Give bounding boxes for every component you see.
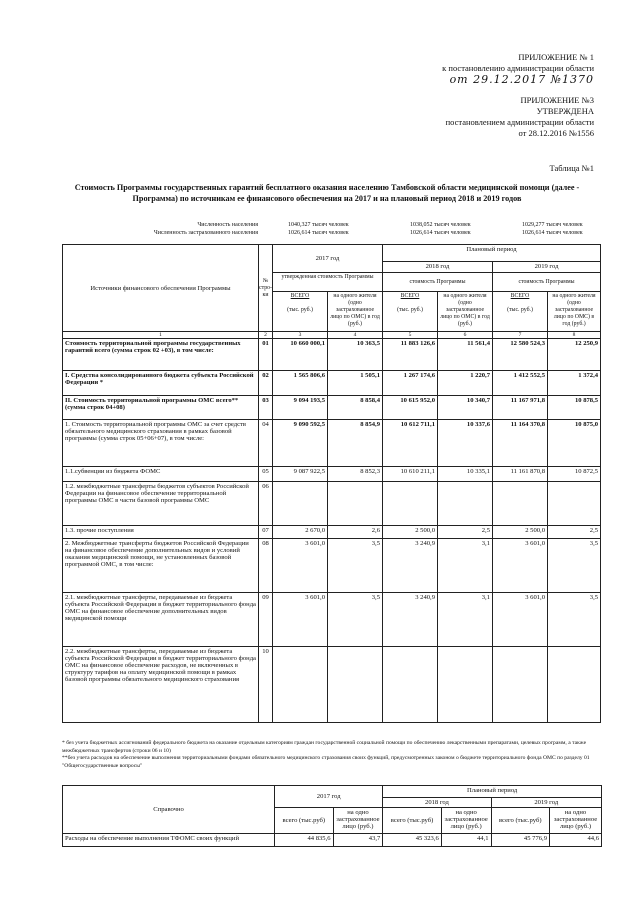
head-2019: 2019 год	[493, 262, 601, 273]
approved-date: от 28.12.2016 №1556	[518, 128, 594, 138]
value-2018-total: 10 615 952,0	[383, 396, 438, 420]
table-row	[63, 539, 601, 593]
value-2017-total	[273, 482, 328, 526]
value-2018-total: 3 240,9	[383, 593, 438, 647]
value-2017-percapita: 10 363,5	[328, 339, 383, 371]
value-2017-percapita: 3,5	[328, 539, 383, 593]
row-number: 03	[259, 396, 273, 420]
value-2017-percapita	[328, 647, 383, 723]
row-name: I. Средства консолидированного бюджета субъекта Российской Федерации *	[63, 371, 259, 396]
value-2017-total: 3 601,0	[273, 539, 328, 593]
row-name: 1.2. межбюджетные трансферты бюджетов субъектов Российской Федерации на финансовое обеспечение территориальной программы ОМС в части базовой программы ОМС	[63, 482, 259, 526]
ref-head-label: Справочно	[63, 786, 275, 834]
value-2019-percapita: 10 878,5	[548, 396, 601, 420]
head-planned: Плановый период	[383, 245, 601, 262]
value-2019-percapita	[548, 482, 601, 526]
value-2018-percapita: 10 337,6	[438, 420, 493, 467]
value-2017-percapita: 8 854,9	[328, 420, 383, 467]
table-row	[63, 467, 601, 482]
value-2019-percapita: 10 875,0	[548, 420, 601, 467]
cost-table	[62, 244, 601, 723]
value-2018-percapita: 10 340,7	[438, 396, 493, 420]
ref-head-planned: Плановый период	[383, 786, 602, 798]
approved-label: УТВЕРЖДЕНА	[536, 106, 594, 116]
ref-value-2017-total: 44 835,6	[275, 834, 333, 847]
row-name: 1.1.субвенции из бюджета ФОМС	[63, 467, 259, 482]
table-row	[63, 339, 601, 371]
appendix-3-label: ПРИЛОЖЕНИЕ №3	[520, 95, 594, 105]
value-2018-percapita	[438, 482, 493, 526]
row-number: 06	[259, 482, 273, 526]
value-2018-percapita: 10 335,1	[438, 467, 493, 482]
row-number: 08	[259, 539, 273, 593]
head-percapita-2017: на одного жителя (одно застрахованное лицо по ОМС) в год (руб.)	[328, 292, 383, 332]
appendix-1-label: ПРИЛОЖЕНИЕ № 1	[518, 52, 594, 62]
value-2017-percapita: 8 858,4	[328, 396, 383, 420]
col-num: 2	[259, 332, 273, 339]
ref-head-total-2018: всего (тыс.руб)	[383, 808, 441, 834]
table-row	[63, 834, 602, 847]
ref-value-2017-perinsured: 43,7	[333, 834, 383, 847]
value-2019-percapita: 2,5	[548, 526, 601, 539]
value-2019-total: 3 601,0	[493, 539, 548, 593]
row-name: 2.1. межбюджетные трансферты, передаваемые из бюджета субъекта Российской Федерации в бюджет территориального фонда ОМС на финансовое обеспечение дополнительных видов медицинской помощи	[63, 593, 259, 647]
row-number: 02	[259, 371, 273, 396]
head-2017: 2017 год	[273, 245, 383, 273]
row-number: 01	[259, 339, 273, 371]
population-insured-2018: 1026,614 тысяч человек	[410, 230, 471, 236]
value-2019-percapita: 3,5	[548, 593, 601, 647]
value-2017-total: 1 565 806,6	[273, 371, 328, 396]
head-total-2019	[493, 292, 548, 332]
table-row	[63, 526, 601, 539]
total-label: ВСЕГО	[510, 293, 530, 299]
ref-row-name: Расходы на обеспечение выполнения ТФОМС своих функций	[63, 834, 275, 847]
value-2019-percapita: 3,5	[548, 539, 601, 593]
reference-table	[62, 785, 602, 847]
value-2019-total: 11 167 971,8	[493, 396, 548, 420]
unit-label: (тыс. руб.)	[287, 307, 313, 313]
head-2018: 2018 год	[383, 262, 493, 273]
value-2018-percapita: 3,1	[438, 539, 493, 593]
value-2019-percapita: 10 872,5	[548, 467, 601, 482]
ref-value-2018-perinsured: 44,1	[441, 834, 491, 847]
footnotes	[62, 740, 602, 770]
value-2017-percapita: 2,6	[328, 526, 383, 539]
population-total-2017: 1040,327 тысяч человек	[288, 222, 349, 228]
population-block	[152, 221, 602, 237]
head-source: Источники финансового обеспечения Программы	[63, 245, 259, 332]
population-total-label: Численность населения	[197, 222, 258, 228]
value-2018-percapita	[438, 647, 493, 723]
value-2018-total: 2 500,0	[383, 526, 438, 539]
unit-label: (тыс. руб.)	[507, 307, 533, 313]
value-2019-total	[493, 647, 548, 723]
value-2017-total	[273, 647, 328, 723]
value-2018-total: 10 612 711,1	[383, 420, 438, 467]
value-2018-percapita: 11 561,4	[438, 339, 493, 371]
ref-value-2018-total: 45 323,6	[383, 834, 441, 847]
value-2019-total: 11 164 370,8	[493, 420, 548, 467]
col-num: 5	[383, 332, 438, 339]
value-2018-total: 10 610 211,1	[383, 467, 438, 482]
value-2019-total: 2 500,0	[493, 526, 548, 539]
row-number: 10	[259, 647, 273, 723]
total-label: ВСЕГО	[290, 293, 310, 299]
table-row	[63, 371, 601, 396]
population-total-2019: 1029,277 тысяч человек	[522, 222, 583, 228]
ref-head-2017: 2017 год	[275, 786, 383, 808]
value-2019-percapita: 1 372,4	[548, 371, 601, 396]
population-total-2018: 1038,052 тысяч человек	[410, 222, 471, 228]
ref-head-perinsured-2019: на одно застрахованное лицо (руб.)	[549, 808, 601, 834]
value-2017-percapita: 8 852,3	[328, 467, 383, 482]
footnote-1: * без учета бюджетных ассигнований федерального бюджета на оказание отдельным категориям граждан государственной социальной помощи по обеспечению лекарственными препаратами, целевых программ, а также межбюджетных трансфертов (строки 06 и 10)	[62, 740, 587, 754]
ref-head-total-2017: всего (тыс.руб)	[275, 808, 333, 834]
col-num: 3	[273, 332, 328, 339]
col-num: 1	[63, 332, 259, 339]
ref-head-2019: 2019 год	[491, 798, 601, 808]
col-num: 4	[328, 332, 383, 339]
value-2018-percapita: 2,5	[438, 526, 493, 539]
handwritten-date-number: от 29.12.2017 №1370	[449, 73, 594, 86]
value-2017-total: 2 670,0	[273, 526, 328, 539]
value-2017-percapita	[328, 482, 383, 526]
head-rownum: № стро-ки	[259, 245, 273, 332]
value-2018-total: 3 240,9	[383, 539, 438, 593]
value-2019-total: 11 161 870,8	[493, 467, 548, 482]
ref-head-2018: 2018 год	[383, 798, 491, 808]
row-name: 1. Стоимость территориальной программы ОМС за счет средств обязательного медицинского страхования в рамках базовой программы (сумма строк 05+06+07), в том числе:	[63, 420, 259, 467]
approved-by: постановлением администрации области	[445, 117, 594, 127]
col-num: 8	[548, 332, 601, 339]
value-2019-total: 3 601,0	[493, 593, 548, 647]
col-num: 7	[493, 332, 548, 339]
table-row	[63, 420, 601, 467]
value-2017-total: 10 660 000,1	[273, 339, 328, 371]
unit-label: (тыс. руб.)	[397, 307, 423, 313]
head-percapita-2019: на одного жителя (одно застрахованное лицо по ОМС) в год (руб.)	[548, 292, 601, 332]
ref-head-total-2019: всего (тыс.руб)	[491, 808, 549, 834]
value-2018-total	[383, 482, 438, 526]
row-number: 04	[259, 420, 273, 467]
table-row	[63, 396, 601, 420]
document-title: Стоимость Программы государственных гарантий бесплатного оказания населению Тамбовской области медицинской помощи (далее - Программа) по источникам ее финансового обеспечения на 2017 и на плановый период 2018 и 2019 годов	[74, 183, 580, 203]
table-row	[63, 647, 601, 723]
value-2017-total: 3 601,0	[273, 593, 328, 647]
table-row	[63, 482, 601, 526]
head-percapita-2018: на одного жителя (одно застрахованное лицо по ОМС) в год (руб.)	[438, 292, 493, 332]
appendix-header	[442, 52, 594, 139]
ref-value-2019-total: 45 776,9	[491, 834, 549, 847]
row-name: Стоимость территориальной программы государственных гарантий всего (сумма строк 02 +03), в том числе:	[63, 339, 259, 371]
ref-head-perinsured-2017: на одно застрахованное лицо (руб.)	[333, 808, 383, 834]
value-2018-percapita: 3,1	[438, 593, 493, 647]
row-name: 1.3. прочие поступления	[63, 526, 259, 539]
head-total-2018	[383, 292, 438, 332]
value-2017-total: 9 090 592,5	[273, 420, 328, 467]
value-2019-total: 12 580 524,3	[493, 339, 548, 371]
row-name: II. Стоимость территориальной программы ОМС всего** (сумма строк 04+08)	[63, 396, 259, 420]
value-2019-percapita	[548, 647, 601, 723]
row-number: 07	[259, 526, 273, 539]
head-cost-2019: стоимость Программы	[493, 273, 601, 292]
ref-value-2019-perinsured: 44,6	[549, 834, 601, 847]
table-row	[63, 593, 601, 647]
value-2017-total: 9 094 193,5	[273, 396, 328, 420]
value-2018-percapita: 1 220,7	[438, 371, 493, 396]
value-2017-percapita: 1 505,1	[328, 371, 383, 396]
population-insured-label: Численность застрахованного населения	[153, 230, 258, 236]
population-insured-2019: 1026,614 тысяч человек	[522, 230, 583, 236]
footnote-2: **без учета расходов на обеспечение выполнения территориальными фондами обязательного медицинского страхования своих функций, предусмотренных законом о бюджете территориального фонда ОМС по разделу 01 "Общегосударственные вопросы"	[62, 755, 590, 769]
column-number-row	[63, 332, 601, 339]
col-num: 6	[438, 332, 493, 339]
head-cost-2018: стоимость Программы	[383, 273, 493, 292]
head-total-2017	[273, 292, 328, 332]
value-2019-total	[493, 482, 548, 526]
row-number: 09	[259, 593, 273, 647]
row-name: 2.2. межбюджетные трансферты, передаваемые из бюджета субъекта Российской Федерации в бюджет территориального фонда ОМС на финансовое обеспечение расходов, не включенных в структуру тарифов на оплату медицинской помощи в рамках базовой программы обязательного медицинского страхования	[63, 647, 259, 723]
value-2017-total: 9 087 922,5	[273, 467, 328, 482]
table-number-label: Таблица №1	[549, 163, 594, 173]
value-2018-total: 1 267 174,6	[383, 371, 438, 396]
value-2018-total: 11 883 126,6	[383, 339, 438, 371]
row-name: 2. Межбюджетные трансферты бюджетов Российской Федерации на финансовое обеспечение дополнительных видов и условий оказания медицинской помощи, не установленных базовой программой ОМС, в том числе:	[63, 539, 259, 593]
head-approved-cost: утвержденная стоимость Программы	[273, 273, 383, 292]
population-insured-2017: 1026,614 тысяч человек	[288, 230, 349, 236]
decree-reference: к постановлению администрации области	[442, 63, 594, 73]
value-2019-total: 1 412 552,5	[493, 371, 548, 396]
value-2019-percapita: 12 250,9	[548, 339, 601, 371]
row-number: 05	[259, 467, 273, 482]
total-label: ВСЕГО	[400, 293, 420, 299]
value-2018-total	[383, 647, 438, 723]
ref-head-perinsured-2018: на одно застрахованное лицо (руб.)	[441, 808, 491, 834]
value-2017-percapita: 3,5	[328, 593, 383, 647]
